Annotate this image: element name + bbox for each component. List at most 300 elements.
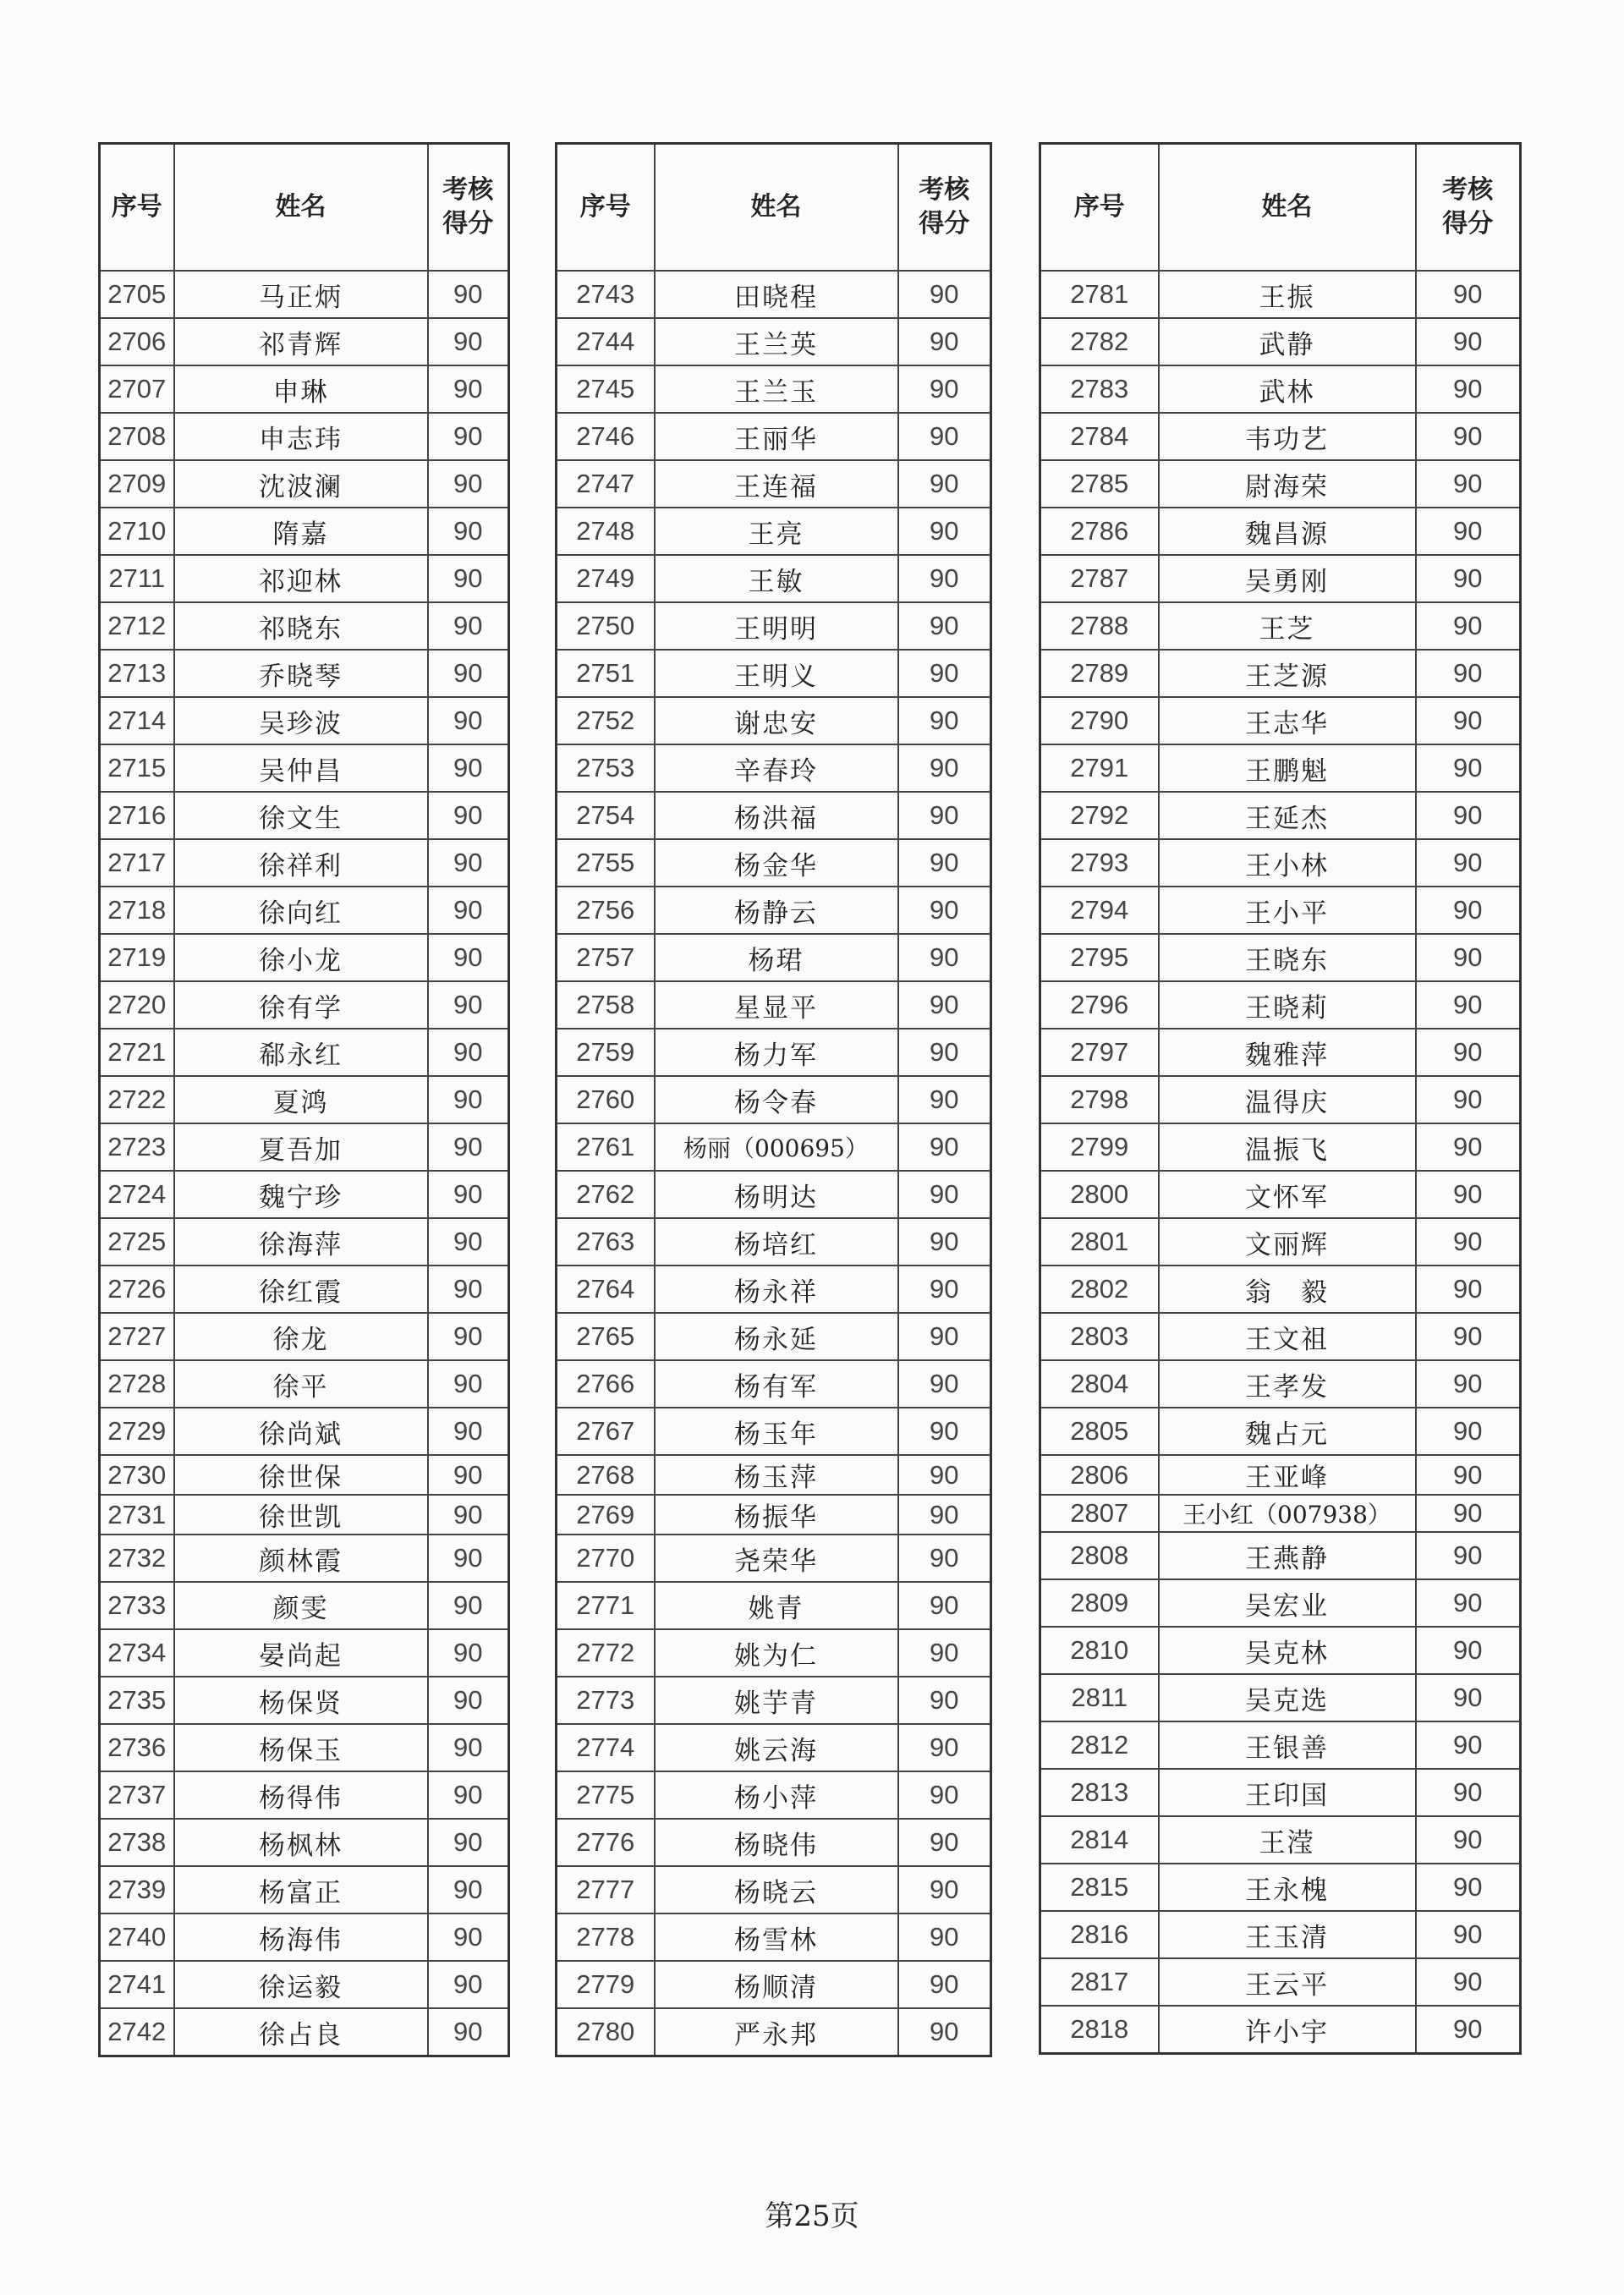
row-score: 90 (428, 1218, 509, 1266)
row-seq: 2780 (557, 2008, 655, 2056)
table-row (557, 271, 991, 318)
table-row (557, 934, 991, 981)
row-seq: 2784 (1040, 413, 1159, 460)
row-name: 杨小萍 (655, 1771, 898, 1819)
table-row (1040, 1076, 1521, 1123)
row-score: 90 (1416, 1958, 1521, 2006)
row-score: 90 (428, 1866, 509, 1913)
table-row (557, 1677, 991, 1724)
table-header-row (100, 144, 509, 272)
row-score: 90 (428, 1582, 509, 1629)
table-row (100, 413, 509, 460)
row-name: 郗永红 (174, 1029, 428, 1076)
row-name: 尉海荣 (1159, 460, 1416, 508)
row-seq: 2794 (1040, 887, 1159, 934)
row-seq: 2772 (557, 1629, 655, 1677)
row-seq: 2723 (100, 1123, 174, 1171)
row-seq: 2715 (100, 744, 174, 792)
header-score-line2: 得分 (919, 209, 970, 239)
row-score: 90 (1416, 1769, 1521, 1816)
table-row (557, 1535, 991, 1582)
row-score: 90 (428, 1123, 509, 1171)
row-score: 90 (898, 1629, 991, 1677)
row-name: 杨有军 (655, 1360, 898, 1408)
table-body (100, 271, 509, 2056)
row-score: 90 (1416, 1532, 1521, 1579)
row-seq: 2726 (100, 1266, 174, 1313)
row-score: 90 (898, 460, 991, 508)
table-header-row (1040, 144, 1521, 272)
table-row (557, 1819, 991, 1866)
row-name: 姚芋青 (655, 1677, 898, 1724)
row-name: 杨静云 (655, 887, 898, 934)
table-row (1040, 1495, 1521, 1532)
row-score: 90 (1416, 934, 1521, 981)
row-name: 王芝源 (1159, 650, 1416, 697)
row-name: 杨保贤 (174, 1677, 428, 1724)
row-seq: 2764 (557, 1266, 655, 1313)
table-row (100, 365, 509, 413)
row-seq: 2787 (1040, 555, 1159, 602)
row-score: 90 (898, 1535, 991, 1582)
table-row (1040, 1911, 1521, 1958)
row-seq: 2763 (557, 1218, 655, 1266)
row-seq: 2745 (557, 365, 655, 413)
row-name: 姚云海 (655, 1724, 898, 1771)
table-row (1040, 839, 1521, 887)
table-row (1040, 555, 1521, 602)
row-name: 王印国 (1159, 1769, 1416, 1816)
table-row (100, 508, 509, 555)
row-name: 徐小龙 (174, 934, 428, 981)
table-row (1040, 1674, 1521, 1721)
row-seq: 2790 (1040, 697, 1159, 744)
table-row (557, 1029, 991, 1076)
row-name: 夏吾加 (174, 1123, 428, 1171)
row-name: 徐向红 (174, 887, 428, 934)
table-row (557, 1961, 991, 2008)
row-seq: 2738 (100, 1819, 174, 1866)
row-score: 90 (1416, 650, 1521, 697)
table-row (1040, 365, 1521, 413)
row-name: 祁晓东 (174, 602, 428, 650)
row-seq: 2793 (1040, 839, 1159, 887)
row-score: 90 (1416, 1360, 1521, 1408)
row-name: 王明明 (655, 602, 898, 650)
row-seq: 2774 (557, 1724, 655, 1771)
table-row (1040, 1313, 1521, 1360)
row-seq: 2716 (100, 792, 174, 839)
table-row (557, 1724, 991, 1771)
row-name: 吴珍波 (174, 697, 428, 744)
table-row (100, 1629, 509, 1677)
table-row (100, 650, 509, 697)
table-row (100, 1123, 509, 1171)
row-score: 90 (1416, 508, 1521, 555)
row-name: 辛春玲 (655, 744, 898, 792)
row-score: 90 (1416, 1864, 1521, 1911)
row-seq: 2766 (557, 1360, 655, 1408)
row-score: 90 (1416, 1579, 1521, 1627)
row-score: 90 (1416, 1313, 1521, 1360)
table-row (1040, 1721, 1521, 1769)
table-row (557, 1123, 991, 1171)
table-row (557, 365, 991, 413)
row-score: 90 (898, 1313, 991, 1360)
table-row (100, 1408, 509, 1455)
table-body (1040, 271, 1521, 2054)
row-seq: 2756 (557, 887, 655, 934)
row-name: 王敏 (655, 555, 898, 602)
row-score: 90 (428, 1171, 509, 1218)
row-seq: 2736 (100, 1724, 174, 1771)
row-seq: 2807 (1040, 1495, 1159, 1532)
row-name: 武林 (1159, 365, 1416, 413)
table-row (100, 1218, 509, 1266)
row-seq: 2719 (100, 934, 174, 981)
header-seq: 序号 (1040, 144, 1159, 272)
row-seq: 2737 (100, 1771, 174, 1819)
row-name: 徐尚斌 (174, 1408, 428, 1455)
row-seq: 2814 (1040, 1816, 1159, 1864)
row-score: 90 (898, 744, 991, 792)
row-name: 王亮 (655, 508, 898, 555)
row-score: 90 (428, 1266, 509, 1313)
table-row (557, 1266, 991, 1313)
row-name: 沈波澜 (174, 460, 428, 508)
row-seq: 2809 (1040, 1579, 1159, 1627)
row-score: 90 (898, 365, 991, 413)
row-score: 90 (898, 555, 991, 602)
row-name: 杨丽（000695） (655, 1123, 898, 1171)
row-seq: 2818 (1040, 2006, 1159, 2054)
table-row (1040, 460, 1521, 508)
row-name: 杨明达 (655, 1171, 898, 1218)
row-score: 90 (898, 1029, 991, 1076)
row-score: 90 (428, 1495, 509, 1535)
row-name: 王小林 (1159, 839, 1416, 887)
row-seq: 2705 (100, 271, 174, 318)
row-score: 90 (428, 839, 509, 887)
table-row (557, 1913, 991, 1961)
row-seq: 2771 (557, 1582, 655, 1629)
row-seq: 2801 (1040, 1218, 1159, 1266)
table-row (100, 460, 509, 508)
row-seq: 2731 (100, 1495, 174, 1535)
table-row (100, 1961, 509, 2008)
row-seq: 2810 (1040, 1627, 1159, 1674)
table-row (1040, 1171, 1521, 1218)
table-row (557, 1455, 991, 1495)
row-name: 杨力军 (655, 1029, 898, 1076)
row-seq: 2750 (557, 602, 655, 650)
table-row (557, 1076, 991, 1123)
row-name: 杨令春 (655, 1076, 898, 1123)
row-score: 90 (898, 1360, 991, 1408)
header-score-line1: 考核 (1442, 175, 1494, 205)
row-seq: 2722 (100, 1076, 174, 1123)
row-seq: 2800 (1040, 1171, 1159, 1218)
row-score: 90 (428, 792, 509, 839)
row-score: 90 (898, 2008, 991, 2056)
row-score: 90 (898, 1495, 991, 1535)
row-seq: 2752 (557, 697, 655, 744)
table-row (557, 1313, 991, 1360)
row-score: 90 (898, 1961, 991, 2008)
row-score: 90 (1416, 1123, 1521, 1171)
row-score: 90 (1416, 413, 1521, 460)
row-score: 90 (428, 1455, 509, 1495)
row-seq: 2768 (557, 1455, 655, 1495)
table-row (100, 1171, 509, 1218)
row-name: 申琳 (174, 365, 428, 413)
row-seq: 2710 (100, 508, 174, 555)
row-score: 90 (1416, 1408, 1521, 1455)
row-score: 90 (428, 650, 509, 697)
table-row (1040, 1627, 1521, 1674)
table-row (1040, 1532, 1521, 1579)
row-score: 90 (428, 744, 509, 792)
row-name: 谢忠安 (655, 697, 898, 744)
row-name: 王小平 (1159, 887, 1416, 934)
row-seq: 2757 (557, 934, 655, 981)
row-seq: 2706 (100, 318, 174, 365)
table-row (100, 1266, 509, 1313)
row-name: 王志华 (1159, 697, 1416, 744)
row-name: 王云平 (1159, 1958, 1416, 2006)
row-seq: 2813 (1040, 1769, 1159, 1816)
table-row (557, 460, 991, 508)
row-seq: 2739 (100, 1866, 174, 1913)
row-score: 90 (1416, 602, 1521, 650)
score-table-3 (1039, 142, 1522, 2055)
row-name: 徐有学 (174, 981, 428, 1029)
table-row (557, 1866, 991, 1913)
row-score: 90 (428, 460, 509, 508)
table-row (100, 1677, 509, 1724)
table-row (1040, 1769, 1521, 1816)
row-score: 90 (428, 1677, 509, 1724)
table-row (1040, 792, 1521, 839)
table-row (1040, 1864, 1521, 1911)
table-row (100, 981, 509, 1029)
score-table-1 (98, 142, 510, 2057)
row-seq: 2743 (557, 271, 655, 318)
table-row (557, 555, 991, 602)
row-name: 文怀军 (1159, 1171, 1416, 1218)
row-name: 魏雅萍 (1159, 1029, 1416, 1076)
row-score: 90 (898, 1866, 991, 1913)
header-name: 姓名 (1159, 144, 1416, 272)
row-score: 90 (898, 1123, 991, 1171)
row-name: 颜雯 (174, 1582, 428, 1629)
row-name: 徐占良 (174, 2008, 428, 2056)
row-name: 星显平 (655, 981, 898, 1029)
row-name: 尧荣华 (655, 1535, 898, 1582)
table-row (1040, 981, 1521, 1029)
row-name: 许小宇 (1159, 2006, 1416, 2054)
row-name: 杨永祥 (655, 1266, 898, 1313)
table-row (557, 413, 991, 460)
row-name: 马正炳 (174, 271, 428, 318)
row-seq: 2777 (557, 1866, 655, 1913)
table-row (1040, 602, 1521, 650)
row-name: 颜林霞 (174, 1535, 428, 1582)
table-row (1040, 1360, 1521, 1408)
table-row (100, 1819, 509, 1866)
table-row (557, 650, 991, 697)
row-seq: 2796 (1040, 981, 1159, 1029)
row-seq: 2709 (100, 460, 174, 508)
row-name: 徐平 (174, 1360, 428, 1408)
row-name: 徐海萍 (174, 1218, 428, 1266)
row-seq: 2815 (1040, 1864, 1159, 1911)
row-score: 90 (1416, 1721, 1521, 1769)
row-seq: 2773 (557, 1677, 655, 1724)
row-seq: 2812 (1040, 1721, 1159, 1769)
row-score: 90 (428, 318, 509, 365)
row-name: 武静 (1159, 318, 1416, 365)
row-score: 90 (898, 697, 991, 744)
row-name: 申志玮 (174, 413, 428, 460)
row-score: 90 (898, 1218, 991, 1266)
header-score-line2: 得分 (442, 209, 494, 239)
row-seq: 2778 (557, 1913, 655, 1961)
row-seq: 2786 (1040, 508, 1159, 555)
table-header-row (557, 144, 991, 272)
row-name: 王振 (1159, 271, 1416, 318)
row-name: 王明义 (655, 650, 898, 697)
table-row (1040, 2006, 1521, 2054)
table-row (557, 981, 991, 1029)
row-score: 90 (428, 1076, 509, 1123)
row-score: 90 (898, 1724, 991, 1771)
row-name: 王小红（007938） (1159, 1495, 1416, 1532)
row-score: 90 (898, 1455, 991, 1495)
row-seq: 2759 (557, 1029, 655, 1076)
table-row (1040, 413, 1521, 460)
row-seq: 2797 (1040, 1029, 1159, 1076)
row-seq: 2776 (557, 1819, 655, 1866)
row-name: 晏尚起 (174, 1629, 428, 1677)
row-score: 90 (428, 1913, 509, 1961)
row-name: 韦功艺 (1159, 413, 1416, 460)
row-score: 90 (898, 1677, 991, 1724)
row-score: 90 (428, 365, 509, 413)
row-name: 王延杰 (1159, 792, 1416, 839)
table-row (100, 1313, 509, 1360)
row-seq: 2735 (100, 1677, 174, 1724)
row-score: 90 (1416, 744, 1521, 792)
row-seq: 2724 (100, 1171, 174, 1218)
row-score: 90 (1416, 887, 1521, 934)
row-name: 杨晓伟 (655, 1819, 898, 1866)
row-score: 90 (428, 2008, 509, 2056)
row-name: 杨得伟 (174, 1771, 428, 1819)
row-score: 90 (1416, 697, 1521, 744)
row-score: 90 (428, 1535, 509, 1582)
row-name: 魏占元 (1159, 1408, 1416, 1455)
row-seq: 2708 (100, 413, 174, 460)
row-seq: 2746 (557, 413, 655, 460)
row-seq: 2804 (1040, 1360, 1159, 1408)
table-row (557, 1495, 991, 1535)
table-row (1040, 1455, 1521, 1495)
row-seq: 2744 (557, 318, 655, 365)
row-score: 90 (428, 934, 509, 981)
row-score: 90 (1416, 1674, 1521, 1721)
row-score: 90 (898, 271, 991, 318)
table-row (557, 887, 991, 934)
row-seq: 2765 (557, 1313, 655, 1360)
row-name: 田晓程 (655, 271, 898, 318)
row-name: 吴宏业 (1159, 1579, 1416, 1627)
row-score: 90 (898, 981, 991, 1029)
table-row (1040, 1958, 1521, 2006)
row-name: 王丽华 (655, 413, 898, 460)
row-seq: 2803 (1040, 1313, 1159, 1360)
header-name: 姓名 (174, 144, 428, 272)
table-row (100, 792, 509, 839)
row-score: 90 (428, 1360, 509, 1408)
row-seq: 2721 (100, 1029, 174, 1076)
row-score: 90 (1416, 271, 1521, 318)
row-score: 90 (1416, 1266, 1521, 1313)
table-row (100, 1360, 509, 1408)
row-name: 吴克林 (1159, 1627, 1416, 1674)
row-seq: 2749 (557, 555, 655, 602)
row-seq: 2740 (100, 1913, 174, 1961)
table-row (1040, 1266, 1521, 1313)
table-row (100, 1029, 509, 1076)
table-row (557, 1218, 991, 1266)
row-seq: 2758 (557, 981, 655, 1029)
row-name: 王永槐 (1159, 1864, 1416, 1911)
row-score: 90 (428, 1724, 509, 1771)
row-name: 徐文生 (174, 792, 428, 839)
row-seq: 2805 (1040, 1408, 1159, 1455)
row-name: 吴克选 (1159, 1674, 1416, 1721)
row-score: 90 (428, 1819, 509, 1866)
row-score: 90 (428, 1961, 509, 2008)
table-row (100, 318, 509, 365)
row-name: 王兰玉 (655, 365, 898, 413)
row-seq: 2791 (1040, 744, 1159, 792)
table-row (100, 1724, 509, 1771)
row-seq: 2770 (557, 1535, 655, 1582)
row-seq: 2802 (1040, 1266, 1159, 1313)
table-row (557, 744, 991, 792)
row-name: 王孝发 (1159, 1360, 1416, 1408)
row-seq: 2788 (1040, 602, 1159, 650)
row-score: 90 (428, 1029, 509, 1076)
row-name: 徐龙 (174, 1313, 428, 1360)
row-seq: 2760 (557, 1076, 655, 1123)
row-score: 90 (428, 887, 509, 934)
row-seq: 2728 (100, 1360, 174, 1408)
table-row (100, 934, 509, 981)
row-name: 祁迎林 (174, 555, 428, 602)
row-score: 90 (428, 697, 509, 744)
row-seq: 2792 (1040, 792, 1159, 839)
table-row (557, 839, 991, 887)
table-row (1040, 508, 1521, 555)
row-seq: 2782 (1040, 318, 1159, 365)
table-row (557, 508, 991, 555)
table-row (1040, 1029, 1521, 1076)
header-seq: 序号 (100, 144, 174, 272)
table-row (557, 697, 991, 744)
